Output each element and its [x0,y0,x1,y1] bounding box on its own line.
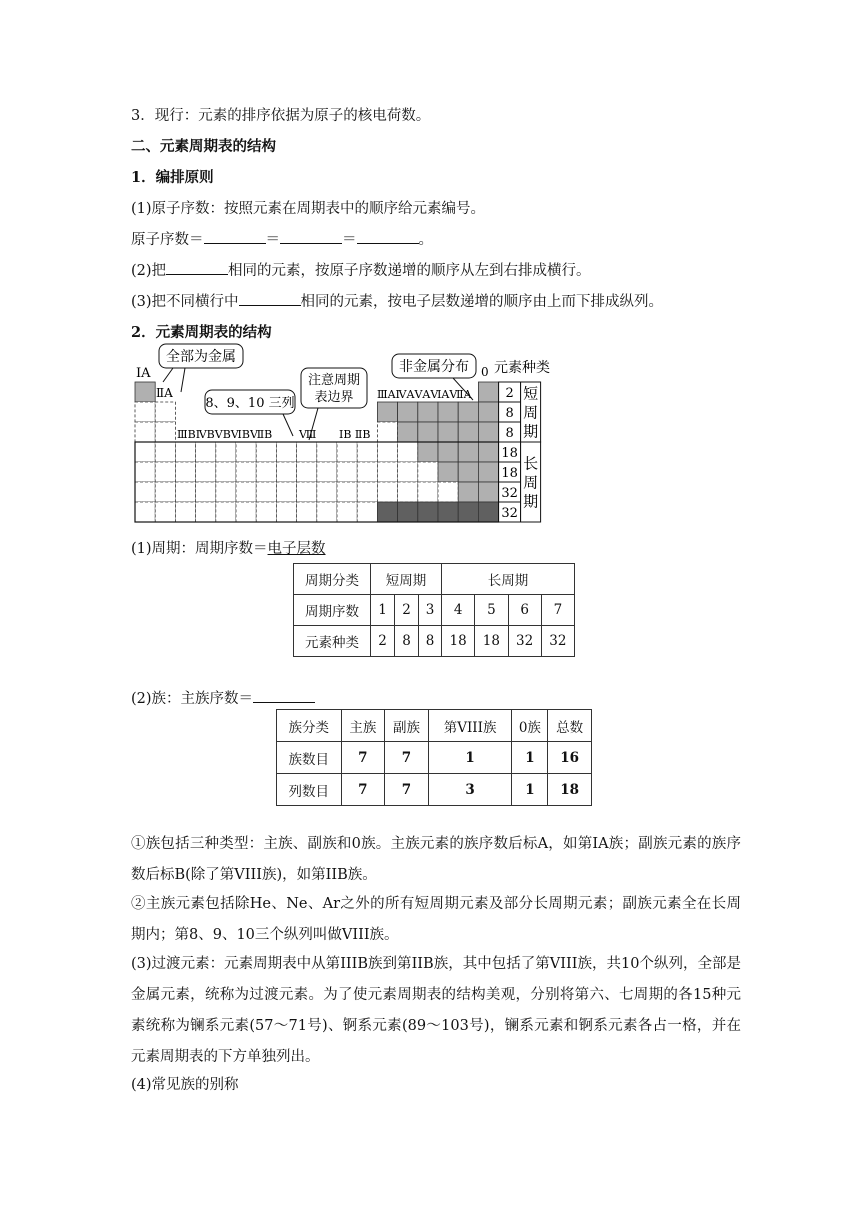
table-cell [276,482,296,502]
callout-nonmetal: 非金属分布 [399,359,469,375]
period-row-label: 元素种类 [294,626,371,657]
label-0: 0 [481,365,489,379]
note-main-groups: ②主族元素包括除He、Ne、Ar之外的所有短周期元素及部分长周期元素；副族元素全在长周期内；第8、9、10三个纵列叫做VIII族。 [131,896,741,943]
line-current-basis: 3．现行：元素的排序依据为原子的核电荷数。 [131,108,431,124]
count-label: 8 [505,406,514,421]
subheading-principles: 1．编排原则 [131,169,214,186]
label-b-left: ⅢBⅣBⅤBⅥBⅦB [177,428,273,441]
group-th: 主族 [341,710,385,742]
label-iia: ⅡA [156,386,173,400]
table-cell [175,442,195,462]
table-cell: 32 [508,626,541,657]
table-cell [458,502,478,522]
table-cell [337,482,357,502]
table-cell [357,442,377,462]
periodic-table-diagram [133,340,583,530]
table-cell [155,442,175,462]
table-cell [438,462,458,482]
table-cell [418,402,438,422]
table-cell [438,502,458,522]
group-table [276,709,592,806]
table-cell [337,502,357,522]
table-cell [458,422,478,442]
label-viii: Ⅷ [299,428,317,441]
table-cell [418,422,438,442]
table-cell [297,502,317,522]
table-cell [135,462,155,482]
rule-rows-a: (2)把 [131,263,167,279]
table-cell: 4 [442,595,475,626]
table-cell: 2 [395,595,419,626]
table-cell [377,482,397,502]
table-cell: 1 [512,742,548,774]
count-label: 32 [501,506,518,521]
table-cell: 1 [428,742,512,774]
group-text [131,687,315,708]
group-th: 族分类 [277,710,342,742]
table-cell [155,422,175,442]
table-cell [216,502,236,522]
period-table [293,563,575,657]
eq-sign-1: ＝ [265,232,280,248]
table-cell [377,402,397,422]
table-cell [135,402,155,422]
table-cell [357,482,377,502]
table-cell [236,462,256,482]
table-cell [256,462,276,482]
period-th-kind: 周期分类 [294,564,371,595]
table-cell [398,442,418,462]
table-cell [418,442,438,462]
table-cell [398,402,418,422]
atomic-number-equation [131,228,433,249]
count-label: 8 [505,426,514,441]
table-cell [276,442,296,462]
table-cell: 1 [512,774,548,806]
table-cell [135,482,155,502]
blank-2 [280,229,342,244]
table-cell [196,502,216,522]
group-row-label: 列数目 [277,774,342,806]
table-cell [155,502,175,522]
subheading-structure: 2．元素周期表的结构 [131,324,272,341]
blank-1 [204,229,266,244]
header-kinds: 元素种类 [494,360,550,376]
table-cell [337,462,357,482]
rule-rows-b: 相同的元素，按原子序数递增的顺序从左到右排成横行。 [228,263,591,279]
table-cell [216,482,236,502]
table-cell [478,502,498,522]
table-cell: 8 [395,626,419,657]
eq-end: 。 [418,232,433,248]
table-cell [438,402,458,422]
table-cell [377,442,397,462]
atomic-number-text: (1)原子序数：按照元素在周期表中的顺序给元素编号。 [131,201,486,217]
label-ia: ⅠA [136,366,151,381]
table-cell [398,462,418,482]
table-cell [276,502,296,522]
group-th: 总数 [548,710,592,742]
table-cell [155,462,175,482]
blank-3 [357,229,419,244]
group-th: 副族 [385,710,429,742]
blank-6 [253,688,315,703]
label-a-right: ⅢAⅣAⅤAⅥAⅦA [377,388,472,401]
table-cell [478,482,498,502]
period-label: (1)周期：周期序数＝ [131,541,268,557]
eq-label: 原子序数＝ [131,232,204,248]
table-cell [236,442,256,462]
group-th: 0族 [512,710,548,742]
note-transition: (3)过渡元素：元素周期表中从第IIIB族到第IIB族，其中包括了第VIII族，共10个纵列，全部是金属元素，统称为过渡元素。为了使元素周期表的结构美观，分别将第六、七周期的各15种元素统称为镧系元素(57～71号)、锕系元素(89～103号)，镧系元素和锕系元素各占一格，并在元素周期表的下方单独列出。 [131,956,741,1065]
period-label-text: 短周期 [523,384,539,441]
table-cell [458,462,478,482]
table-cell: 7 [385,742,429,774]
period-labels [521,382,541,522]
table-cell [438,482,458,502]
table-cell: 18 [442,626,475,657]
table-cell [357,502,377,522]
table-cell [377,462,397,482]
table-cell [478,382,498,402]
table-cell [135,382,155,402]
table-cell [175,462,195,482]
table-cell [216,462,236,482]
callout-boundary-2: 表边界 [314,390,354,405]
table-cell [196,482,216,502]
table-cell [317,442,337,462]
table-cell [458,482,478,502]
period-text [131,537,326,558]
group-th: 第VIII族 [428,710,512,742]
table-cell [458,442,478,462]
callout-viii: 8、9、10 三列 [205,396,295,411]
table-cell [276,462,296,482]
table-cell [418,462,438,482]
table-cell [196,442,216,462]
table-cell [478,462,498,482]
rule-columns [131,290,663,311]
table-cell: 16 [548,742,592,774]
table-cell [196,462,216,482]
note-group-types: ①族包括三种类型：主族、副族和0族。主族元素的族序数后标A，如第IA族；副族元素的族序数后标B(除了第VIII族)，如第IIB族。 [131,836,741,883]
table-cell [135,502,155,522]
rule-columns-b: 相同的元素，按电子层数递增的顺序由上而下排成纵列。 [300,294,664,310]
table-cell: 7 [385,774,429,806]
table-cell [438,422,458,442]
table-cell: 6 [508,595,541,626]
table-cell [297,462,317,482]
callout-viii-arrow [283,414,293,436]
table-cell [377,502,397,522]
table-cell [418,482,438,502]
rule-rows [131,259,591,280]
count-label: 2 [505,386,514,401]
period-label-text: 长周期 [523,454,539,511]
table-cell [398,502,418,522]
count-label: 18 [501,466,518,481]
table-cell: 1 [371,595,395,626]
table-cell: 3 [419,595,442,626]
table-cell [175,502,195,522]
table-cell [236,482,256,502]
table-cell [478,422,498,442]
table-cell: 5 [475,595,508,626]
table-cell [297,442,317,462]
period-counts [499,382,521,522]
table-cell [377,422,397,442]
table-cell [478,442,498,462]
table-cell [297,482,317,502]
count-label: 32 [501,486,518,501]
table-cell [317,462,337,482]
callout-metal: 全部为金属 [166,349,236,365]
table-cell [317,502,337,522]
table-cell: 7 [541,595,574,626]
table-cell [478,402,498,422]
note-group-aliases: (4)常见族的别称 [131,1077,239,1093]
table-cell: 3 [428,774,512,806]
table-cell [135,422,155,442]
table-cell [216,442,236,462]
table-cell [256,442,276,462]
table-cell [175,482,195,502]
table-cell [398,482,418,502]
blank-4 [166,260,228,275]
period-row-label: 周期序数 [294,595,371,626]
table-cell [155,482,175,502]
table-cell: 2 [371,626,395,657]
section-heading: 二、元素周期表的结构 [131,138,276,155]
table-cell [458,402,478,422]
callout-boundary-1: 注意周期 [307,373,361,388]
period-th-short: 短周期 [371,564,442,595]
table-cell [337,442,357,462]
group-label: (2)族：主族序数＝ [131,691,254,707]
table-cell [317,482,337,502]
table-cell [256,502,276,522]
table-cell: 18 [475,626,508,657]
table-cell [256,482,276,502]
table-cell: 7 [341,774,385,806]
count-label: 18 [501,446,518,461]
table-cell [236,502,256,522]
eq-sign-2: ＝ [342,232,357,248]
period-th-long: 长周期 [442,564,575,595]
table-cell: 8 [419,626,442,657]
table-cell: 32 [541,626,574,657]
table-cell: 7 [341,742,385,774]
table-cell [398,422,418,442]
label-b-right: ⅠB ⅡB [339,428,371,441]
blank-5 [239,291,301,306]
period-answer: 电子层数 [267,541,326,557]
table-cell [357,462,377,482]
table-cell [438,442,458,462]
group-row-label: 族数目 [277,742,342,774]
table-cell: 18 [548,774,592,806]
table-cell [135,442,155,462]
table-cell [418,502,438,522]
rule-columns-a: (3)把不同横行中 [131,294,239,310]
table-cell [155,402,175,422]
